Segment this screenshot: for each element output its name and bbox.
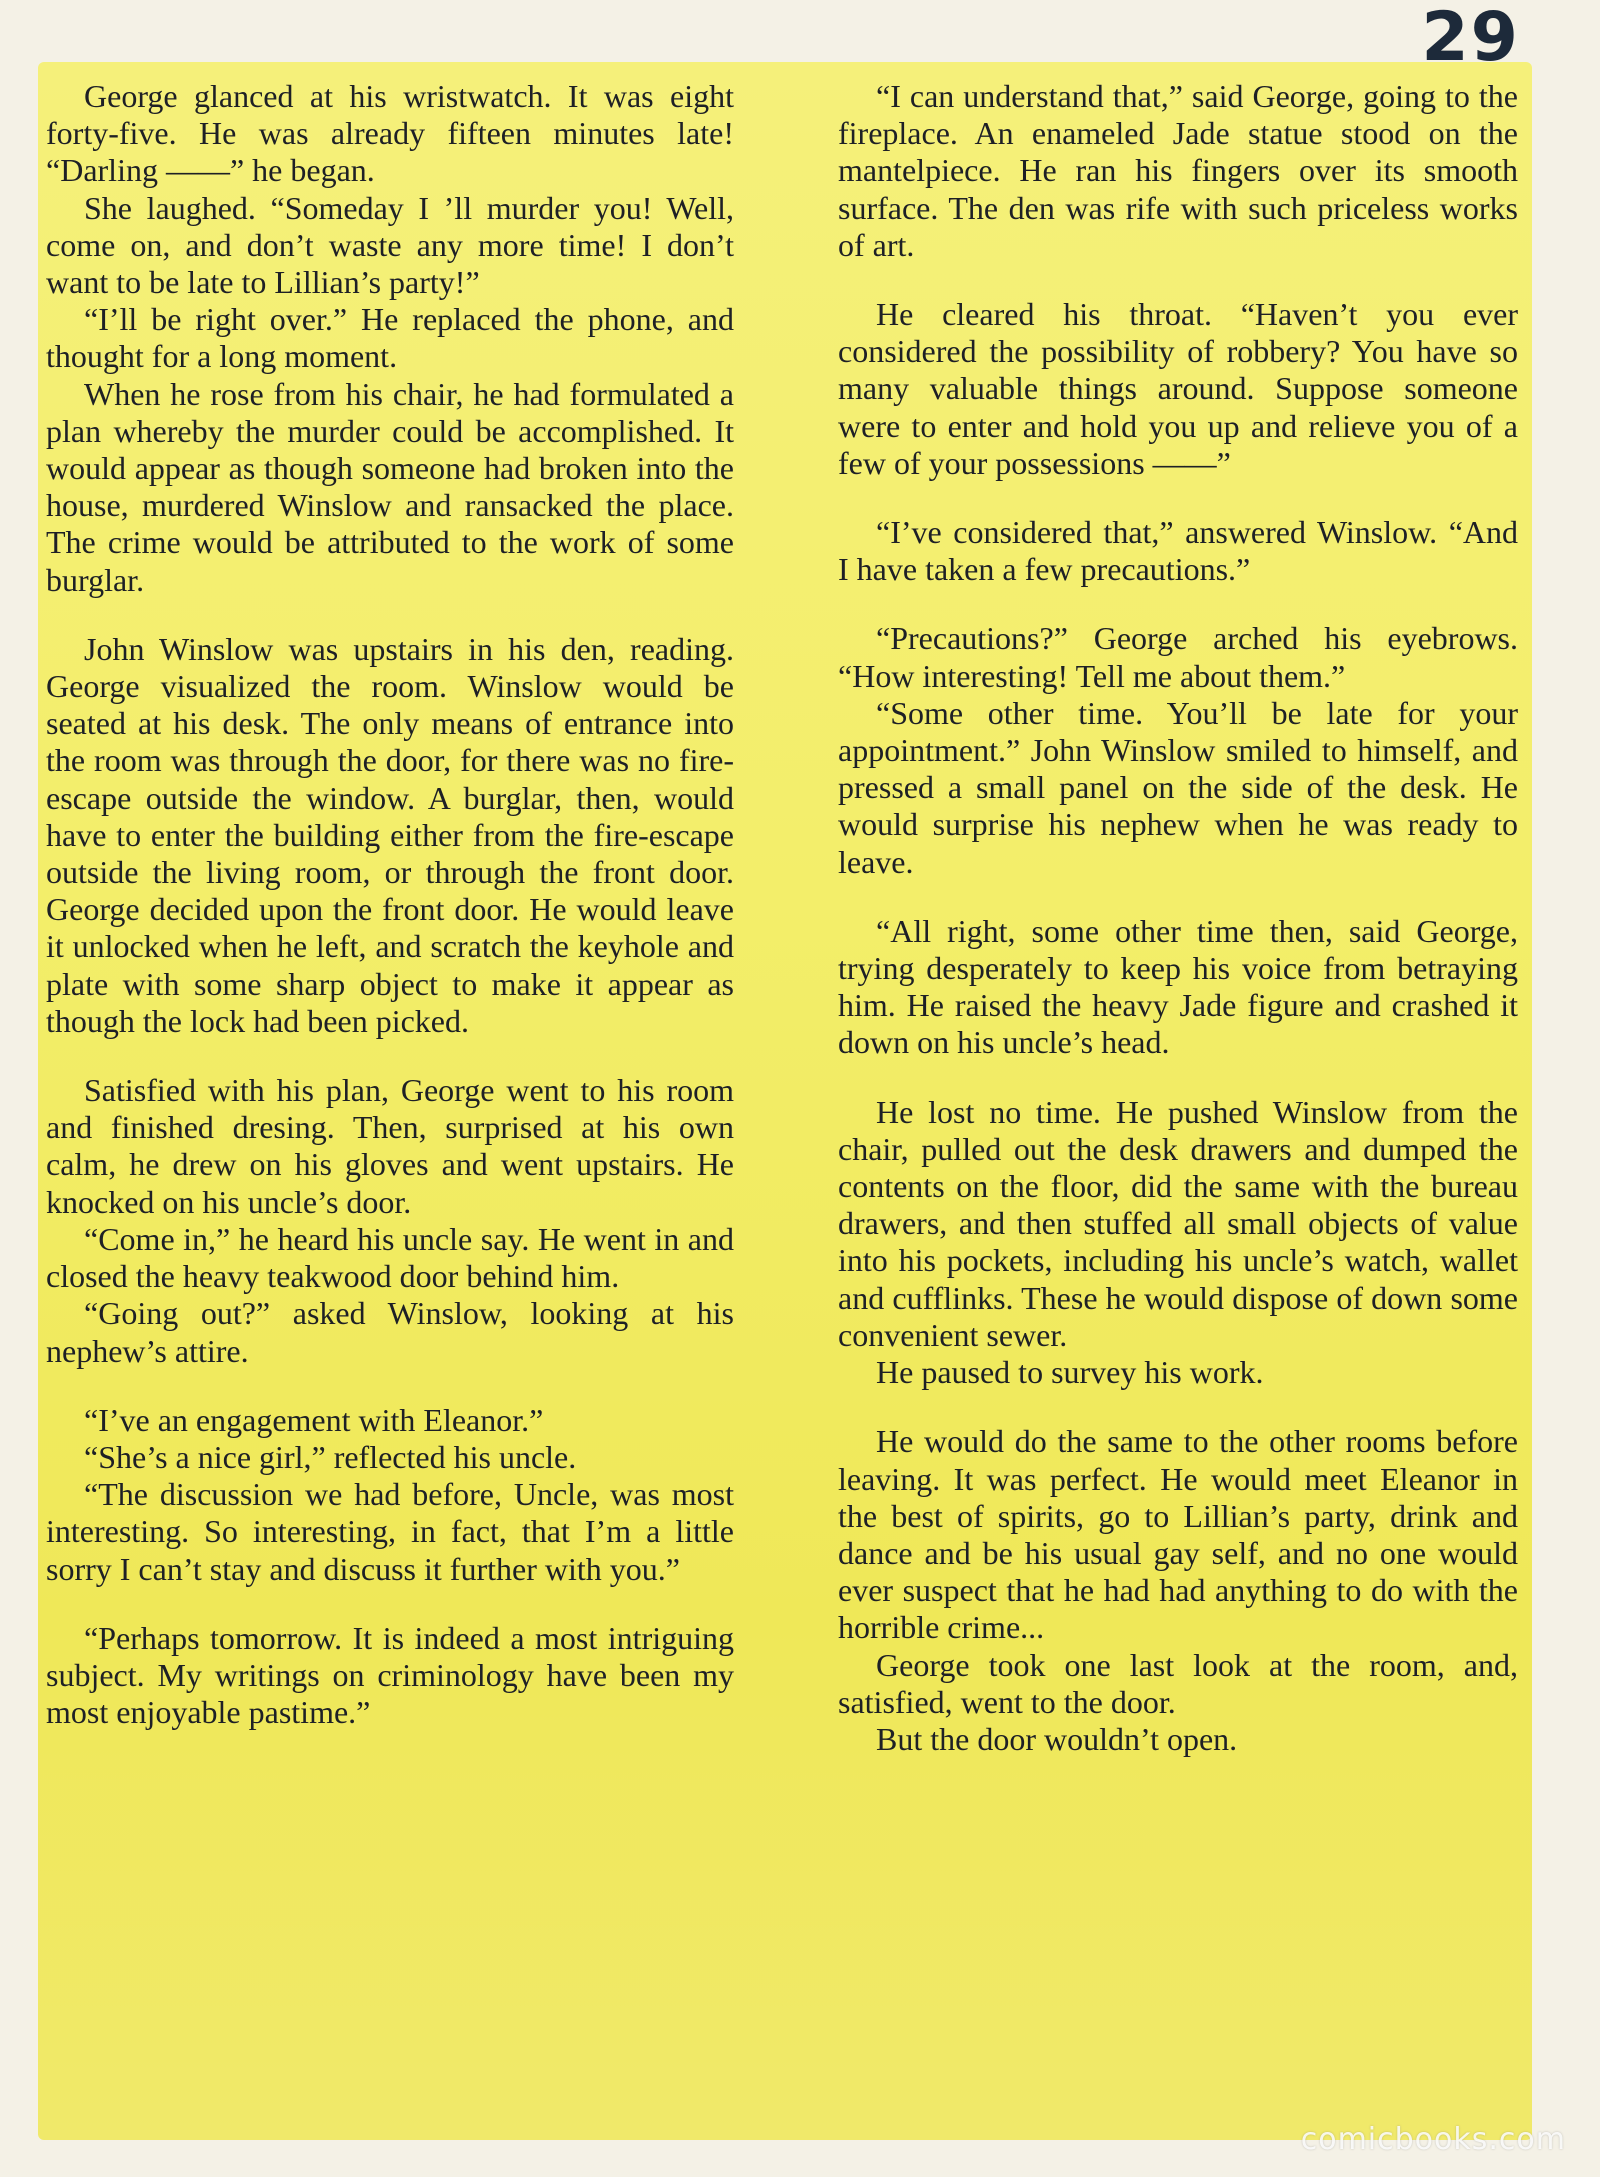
paragraph: John Winslow was upstairs in his den, reading. George visualized the room. Winslow would be seated at his desk. The only means of entrance into the room was through the door, for there was no fire-escape outside the window. A burglar, then, would have to enter the building either from the fire-escape outside the living room, or through the front door. George decided upon the front door. He would leave it unlocked when he left, and scratch the keyhole and plate with some sharp object to make it appear as though the lock had been picked.	[46, 630, 734, 1039]
paragraph: When he rose from his chair, he had formulated a plan whereby the murder could be accomplished. It would appear as though someone had broken into the house, murdered Winslow and ransacked the place. The crime would be attributed to the work of some burglar.	[46, 375, 734, 598]
paragraph: “The discussion we had before, Uncle, was most interesting. So interesting, in fact, that I’m a little sorry I can’t stay and discuss it further with you.”	[46, 1476, 734, 1587]
paragraph: “She’s a nice girl,” reflected his uncle.	[84, 1438, 577, 1475]
paragraph: George glanced at his wristwatch. It was eight forty-five. He was already fifteen minutes late! “Darling ——” he began.	[46, 78, 734, 189]
paragraph: “I can understand that,” said George, going to the fireplace. An enameled Jade statue stood on the mantelpiece. He ran his fingers over its smooth surface. The den was rife with such priceless works of art.	[838, 78, 1518, 263]
paragraph: “I’ve an engagement with Eleanor.”	[84, 1401, 544, 1438]
paragraph: George took one last look at the room, and, satisfied, went to the door.	[838, 1646, 1518, 1720]
paragraph: “Come in,” he heard his uncle say. He went in and closed the heavy teakwood door behind him.	[46, 1220, 734, 1295]
paragraph: “I’ve considered that,” answered Winslow. “And I have taken a few precautions.”	[838, 514, 1518, 588]
paragraph: But the door wouldn’t open.	[876, 1720, 1238, 1757]
paragraph: “Perhaps tomorrow. It is indeed a most intriguing subject. My writings on criminology have been my most enjoyable pastime.”	[46, 1619, 734, 1731]
paragraph: She laughed. “Someday I ’ll murder you! Well, come on, and don’t waste any more time! I don’t want to be late to Lillian’s party!”	[46, 189, 734, 301]
paragraph: Satisfied with his plan, George went to his room and finished dresing. Then, surprised at his own calm, he drew on his gloves and went upstairs. He knocked on his uncle’s door.	[46, 1072, 734, 1220]
paragraph: “I’ll be right over.” He replaced the phone, and thought for a long moment.	[46, 301, 734, 375]
paragraph: He paused to survey his work.	[876, 1354, 1264, 1391]
paragraph: He lost no time. He pushed Winslow from the chair, pulled out the desk drawers and dumped the contents on the floor, did the same with the bureau drawers, and then stuffed all small objects of value into his pockets, including his uncle’s watch, wallet and cufflinks. These he would dispose of down some convenient sewer.	[838, 1093, 1518, 1353]
paragraph: “Going out?” asked Winslow, looking at his nephew’s attire.	[46, 1295, 734, 1369]
right-text-column	[838, 78, 1518, 1758]
page-number: 29	[1421, 0, 1520, 77]
watermark: comicbooks.com	[1300, 2122, 1566, 2157]
left-text-column	[46, 78, 734, 1731]
paragraph: “Precautions?” George arched his eyebrows. “How interesting! Tell me about them.”	[838, 620, 1518, 694]
paragraph: He cleared his throat. “Haven’t you ever considered the possibility of robbery? You have so many valuable things around. Suppose someone were to enter and hold you up and relieve you of a few of your possessions ——”	[838, 296, 1518, 481]
paragraph: “All right, some other time then, said George, trying desperately to keep his voice from betraying him. He raised the heavy Jade figure and crashed it down on his uncle’s head.	[838, 912, 1518, 1061]
paragraph: He would do the same to the other rooms before leaving. It was perfect. He would meet Eleanor in the best of spirits, go to Lillian’s party, drink and dance and be his usual gay self, and no one would ever suspect that he had had anything to do with the horrible crime...	[838, 1423, 1518, 1646]
paragraph: “Some other time. You’ll be late for your appointment.” John Winslow smiled to himself, and pressed a small panel on the side of the desk. He would surprise his nephew when he was ready to leave.	[838, 694, 1518, 880]
